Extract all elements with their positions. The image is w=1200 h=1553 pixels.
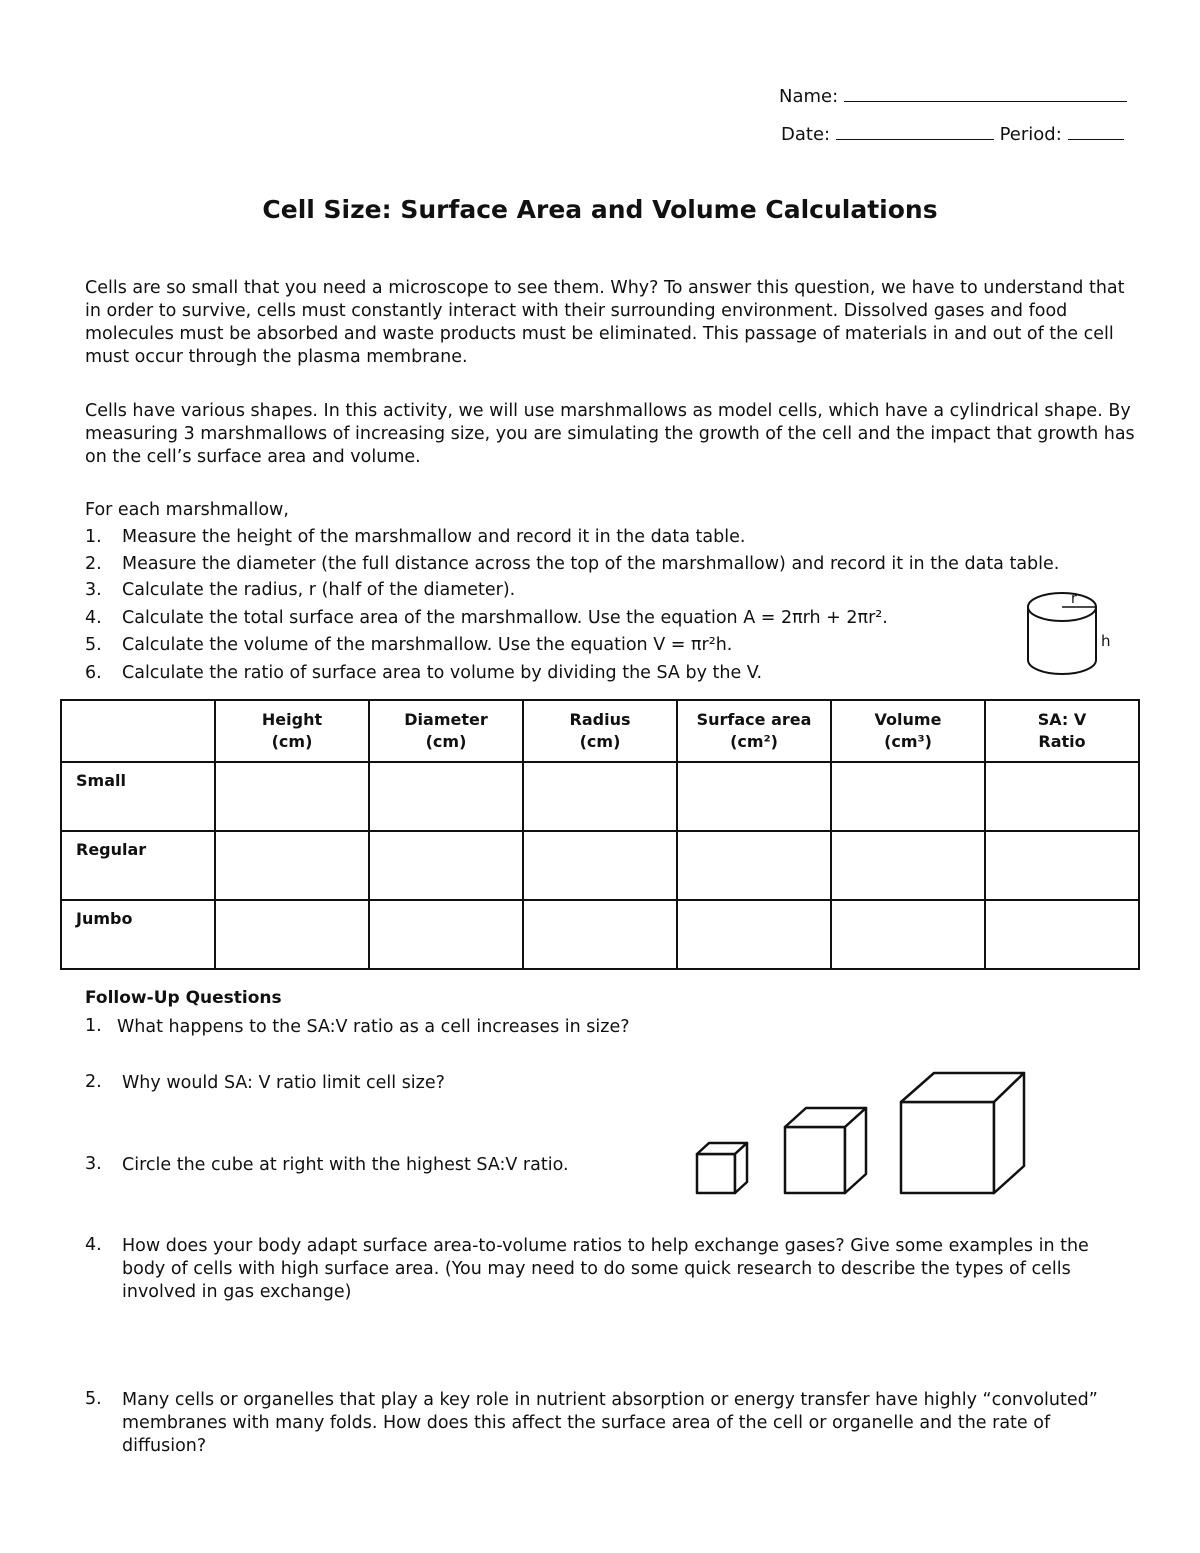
step-text: Measure the height of the marshmallow and record it in the data table. <box>122 527 746 547</box>
data-cell[interactable] <box>523 900 677 969</box>
data-cell[interactable] <box>523 831 677 900</box>
question-text: Many cells or organelles that play a key role in nutrient absorption or energy transfer have highly “convoluted” membranes with many folds. How does this affect the surface area of the cell or organelle and the rate of diffusion? <box>122 1390 1098 1456</box>
data-cell[interactable] <box>523 762 677 831</box>
question-number: 4. <box>85 1235 102 1255</box>
period-label: Period: <box>999 124 1062 145</box>
cylinder-diagram <box>1020 588 1120 680</box>
step-number: 6. <box>85 663 102 683</box>
row-label: Small <box>61 762 215 831</box>
question-number: 2. <box>85 1072 102 1092</box>
medium-cube[interactable] <box>785 1108 866 1193</box>
question-text: Why would SA: V ratio limit cell size? <box>122 1073 445 1093</box>
date-label: Date: <box>781 124 831 145</box>
column-header: Height (cm) <box>215 700 369 762</box>
large-cube[interactable] <box>901 1073 1024 1193</box>
question-number: 5. <box>85 1389 102 1409</box>
data-cell[interactable] <box>369 900 523 969</box>
question-text: What happens to the SA:V ratio as a cell increases in size? <box>117 1017 630 1037</box>
question-text: Circle the cube at right with the highest SA:V ratio. <box>122 1155 569 1175</box>
step-number: 2. <box>85 554 102 574</box>
name-label: Name: <box>779 86 839 107</box>
step-text: Calculate the total surface area of the marshmallow. Use the equation A = 2πrh + 2πr². <box>122 608 888 628</box>
data-cell[interactable] <box>369 762 523 831</box>
column-header: Surface area (cm²) <box>677 700 831 762</box>
data-cell[interactable] <box>215 900 369 969</box>
page-title: Cell Size: Surface Area and Volume Calculations <box>262 195 938 224</box>
column-header: Radius (cm) <box>523 700 677 762</box>
cubes-diagram <box>690 368 1035 1200</box>
step-text: Calculate the volume of the marshmallow. Use the equation V = πr²h. <box>122 635 733 655</box>
step-number: 5. <box>85 635 102 655</box>
question-number: 3. <box>85 1154 102 1174</box>
small-cube[interactable] <box>697 1143 747 1193</box>
name-line <box>779 83 1127 107</box>
data-cell[interactable] <box>369 831 523 900</box>
row-label: Regular <box>61 831 215 900</box>
period-field[interactable] <box>1068 121 1124 140</box>
height-label: h <box>1101 632 1111 650</box>
step-number: 3. <box>85 580 102 600</box>
intro-paragraph-1: Cells are so small that you need a microscope to see them. Why? To answer this question, we have to understand that in order to survive, cells must constantly interact with their surrounding environment. Dissolved gases and food molecules must be absorbed and waste products must be eliminated. This passage of materials in and out of the cell must occur through the plasma membrane. <box>85 278 1125 367</box>
corner-cell <box>61 700 215 762</box>
cylinder-bottom <box>1028 660 1096 674</box>
question-number: 1. <box>85 1016 102 1036</box>
question-text: How does your body adapt surface area-to-volume ratios to help exchange gases? Give some examples in the body of cells with high surface area. (You may need to do some quick research to describe the types of cells involved in gas exchange) <box>122 1236 1089 1302</box>
date-period-line <box>781 121 1124 145</box>
intro-paragraph-2: Cells have various shapes. In this activity, we will use marshmallows as model cells, which have a cylindrical shape. By measuring 3 marshmallows of increasing size, you are simulating the growth of the cell and the impact that growth has on the cell’s surface area and volume. <box>85 401 1135 467</box>
data-cell[interactable] <box>215 831 369 900</box>
procedure-lead: For each marshmallow, <box>85 500 289 520</box>
follow-up-heading: Follow-Up Questions <box>85 988 282 1008</box>
row-label: Jumbo <box>61 900 215 969</box>
date-field[interactable] <box>836 121 994 140</box>
column-header: SA: V Ratio <box>985 700 1139 762</box>
column-header: Volume (cm³) <box>831 700 985 762</box>
column-header: Diameter (cm) <box>369 700 523 762</box>
step-text: Calculate the radius, r (half of the diameter). <box>122 580 516 600</box>
name-field[interactable] <box>844 83 1127 102</box>
step-number: 1. <box>85 527 102 547</box>
step-text: Calculate the ratio of surface area to volume by dividing the SA by the V. <box>122 663 763 683</box>
step-number: 4. <box>85 608 102 628</box>
data-cell[interactable] <box>215 762 369 831</box>
step-text: Measure the diameter (the full distance across the top of the marshmallow) and record it in the data table. <box>122 554 1060 574</box>
radius-label: r <box>1071 591 1077 607</box>
